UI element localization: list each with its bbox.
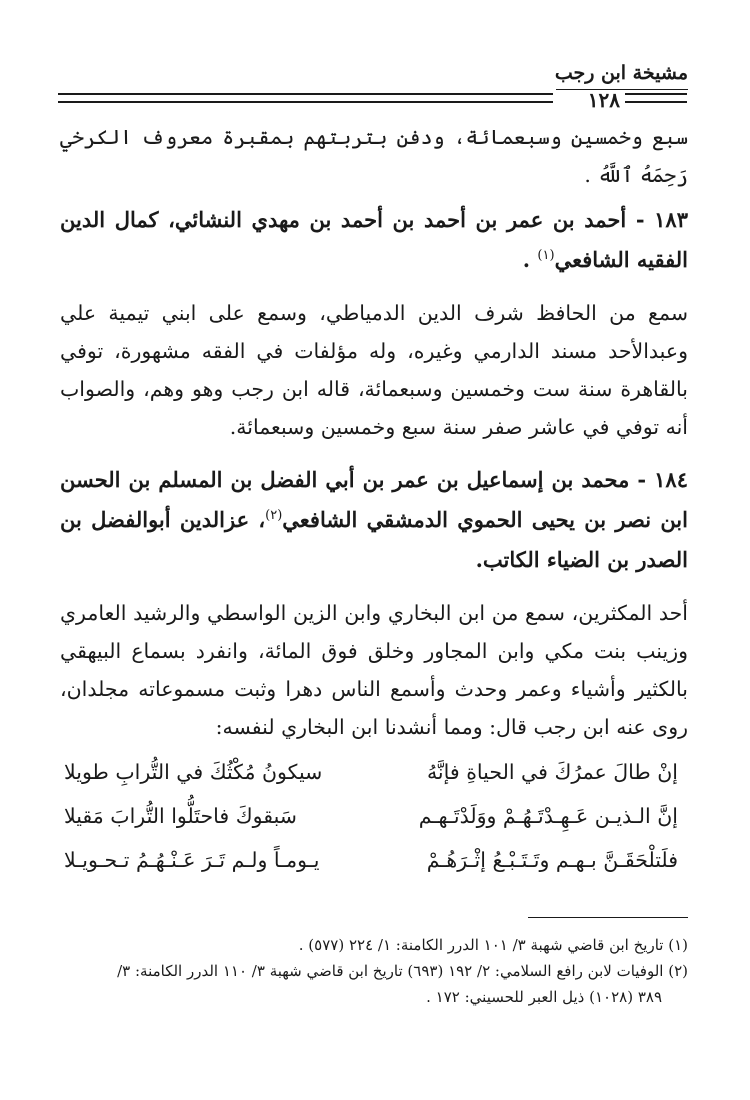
header-double-rule-left bbox=[58, 93, 553, 103]
page-number: ١٢٨ bbox=[587, 88, 620, 112]
footnote-2: (٢) الوفيات لابن رافع السلامي: ٢/ ١٩٢ (٦٩٣) تاريخ ابن قاضي شهبة ٣/ ١١٠ الدرر الكامنة: ٣/ bbox=[117, 962, 688, 980]
entry-183-text: سمع من الحافظ شرف الدين الدمياطي، وسمع على ابني تيمية علي وعبدالأحد مسند الدارمي وغيره، وله مؤلفات في الفقه مشهورة، توفي بالقاهرة سنة ست وخمسين وسبعمائة، قاله ابن رجب وهو وهم، والصواب أنه توفي في عاشر صفر سنة سبع وخمسين وسبعمائة. bbox=[60, 301, 688, 439]
footnote-separator bbox=[528, 917, 688, 918]
paragraph-continuation: سبع وخمسين وسبعمائة، ودفن بتربتهم بمقبرة معروف الكرخي رَحِمَهُ ٱللَّهُ . bbox=[60, 125, 688, 187]
entry-184-heading-part-b: ، عزالدين أبوالفضل بن الصدر بن الضياء الكاتب. bbox=[60, 507, 688, 572]
verse-first-hemistich: إنْ طالَ عمرُكَ في الحياةِ فإنَّهُ bbox=[426, 760, 678, 784]
entry-184-heading-part-a: ١٨٤ - محمد بن إسماعيل بن عمر بن أبي الفضل بن المسلم بن الحسن ابن نصر بن يحيى الحموي الدمشقي الشافعي bbox=[60, 467, 688, 532]
verse-second-hemistich: سيكونُ مُكْثُكَ في التُّرابِ طويلا bbox=[64, 760, 323, 784]
honorific-phrase: رَحِمَهُ ٱللَّهُ bbox=[597, 163, 688, 187]
verse-second-hemistich: سَبقوكَ فاحتَلُّوا التُّرابَ مَقيلا bbox=[64, 804, 297, 828]
running-header-title: مشيخة ابن رجب bbox=[554, 62, 688, 84]
poem-verse bbox=[60, 794, 688, 838]
verse-first-hemistich: إنَّ الـذيـن عَـهِـدْتَـهُـمْ ووَلَدْتَـهـم bbox=[418, 804, 678, 828]
footnote-2-continuation: ٣٨٩ (١٠٢٨) ذيل العبر للحسيني: ١٧٢ . bbox=[426, 988, 662, 1006]
footnote-ref-2: (٢) bbox=[265, 508, 283, 523]
footnotes bbox=[58, 932, 688, 1010]
verse-first-hemistich: فلَتلْحَقَـنَّ بـهـم وتَـتَـبْـعُ إثْـرَهُـمْ bbox=[426, 848, 678, 872]
entry-184-heading bbox=[60, 460, 688, 580]
poem-verse bbox=[60, 750, 688, 794]
entry-183-heading-text: ١٨٣ - أحمد بن عمر بن أحمد بن أحمد بن مهدي النشائي، كمال الدين الفقيه الشافعي bbox=[60, 207, 688, 272]
verse-second-hemistich: يـومـاً ولـم تَـرَ عَـنْـهُـمُ تـحـويـلا bbox=[64, 848, 320, 872]
footnote-1: (١) تاريخ ابن قاضي شهبة ٣/ ١٠١ الدرر الكامنة: ١/ ٢٢٤ (٥٧٧) . bbox=[298, 936, 688, 954]
footnote-ref-1: (١) bbox=[537, 248, 555, 263]
poem-verse bbox=[60, 838, 688, 882]
poem bbox=[60, 750, 688, 882]
header-double-rule-right bbox=[625, 93, 687, 103]
header-title-underline bbox=[556, 89, 688, 90]
entry-183-heading: ١٨٣ - أحمد بن عمر بن أحمد بن أحمد بن مهدي النشائي، كمال الدين الفقيه الشافعي$^{(١)}$ . bbox=[60, 207, 688, 272]
continuation-text: سبع وخمسين وسبعمائة، ودفن بتربتهم بمقبرة معروف الكرخي bbox=[60, 125, 688, 149]
page-body bbox=[60, 118, 688, 882]
entry-184-text: أحد المكثرين، سمع من ابن البخاري وابن الزين الواسطي والرشيد العامري وزينب بنت مكي وابن المجاور وخلق فوق المائة، وانفرد بسماع البيهقي بالكثير وأشياء وعمر وحدث وأسمع الناس دهرا وثبت مسموعاته مجلدان، روى عنه ابن رجب قال: ومما أنشدنا ابن البخاري لنفسه: bbox=[60, 601, 688, 739]
